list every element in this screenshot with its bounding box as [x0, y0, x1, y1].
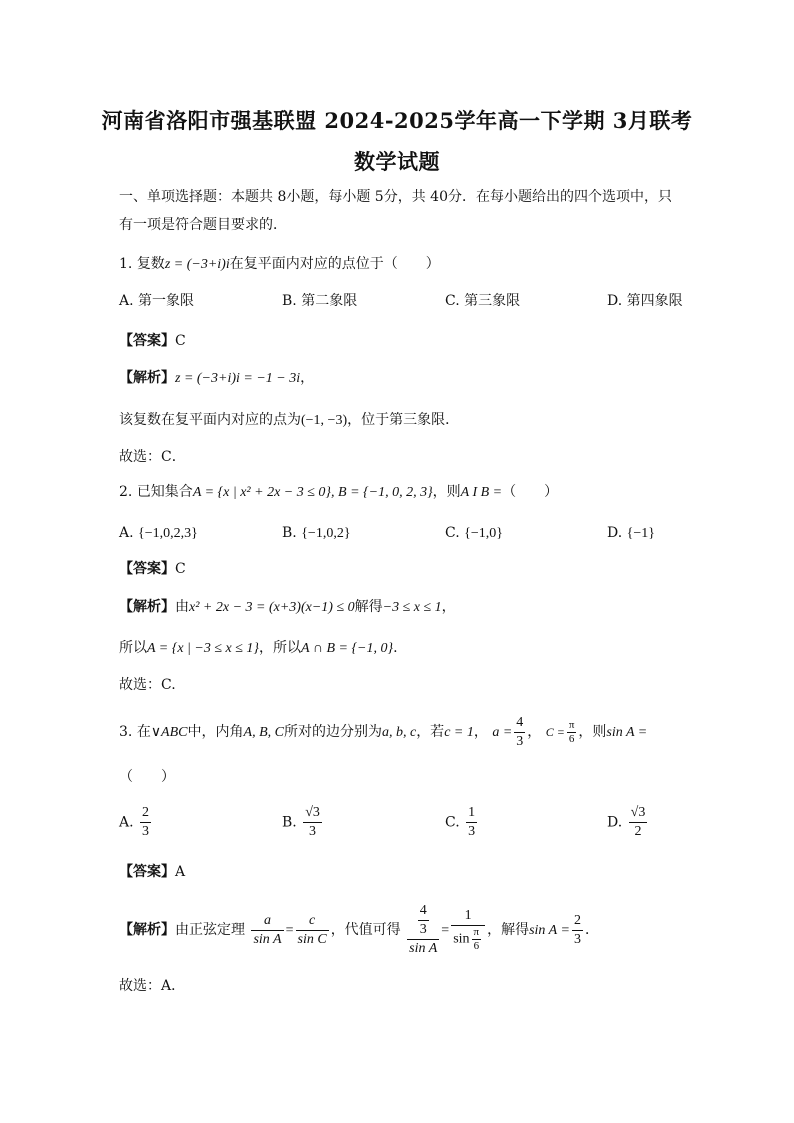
- question-1-option-d: D. 第四象限: [607, 293, 683, 309]
- question-1-option-a: A. 第一象限: [119, 293, 195, 309]
- question-1-analysis-line2: 该复数在复平面内对应的点为(−1, −3)，位于第三象限．: [119, 412, 460, 428]
- question-3-option-c: C. $\frac{1}{3}$: [445, 805, 476, 839]
- question-1-answer: 【答案】C: [119, 333, 186, 349]
- exam-title: 河南省洛阳市强基联盟 2024-2025学年高一下学期 3月联考: [101, 108, 693, 133]
- question-number: 3.: [119, 724, 133, 740]
- question-3-analysis: 【解析】由正弦定理 $\frac{a}{\text{sin A}}$ = $\frac{c}{\text{sin C}}$ ，代值可得 $\frac{\frac{4}{3}}{\text{sin A}}$ = 1 sin $\frac{\pi}{6}$ ，解得sin A = $\frac{2}{3}$ ．: [119, 903, 599, 956]
- question-3-conclusion: 故选：A．: [119, 978, 186, 994]
- question-3-option-a: A. $\frac{2}{3}$: [119, 805, 150, 839]
- question-2-option-d: D. {−1}: [607, 525, 655, 541]
- section-instructions-line2: 有一项是符合题目要求的．: [119, 217, 287, 233]
- question-3-answer: 【答案】A: [119, 864, 186, 880]
- question-2-option-a: A. {−1,0,2,3}: [119, 525, 198, 541]
- question-1-option-b: B. 第二象限: [282, 293, 358, 309]
- question-1-conclusion: 故选：C．: [119, 449, 186, 465]
- question-2-stem: 2. 已知集合A = {x | x² + 2x − 3 ≤ 0}, B = {−1, 0, 2, 3}，则A I B =（ ）: [119, 484, 559, 500]
- question-number: 2.: [119, 484, 133, 500]
- section-instructions-line1: 一、单项选择题：本题共 8小题，每小题 5分，共 40分．在每小题给出的四个选项中，只: [119, 189, 672, 205]
- question-2-conclusion: 故选：C.: [119, 677, 176, 693]
- question-3-stem: 3. 在∨ABC中，内角A, B, C所对的边分别为a, b, c，若c = 1， a = $\frac{4}{3}$ ， C = $\frac{\pi}{6}$ ，则sin A =: [119, 714, 648, 749]
- question-2-option-c: C. {−1,0}: [445, 525, 503, 541]
- question-2-answer: 【答案】C: [119, 561, 186, 577]
- exam-subtitle: 数学试题: [354, 149, 440, 174]
- question-3-option-d: D. $\frac{√3}{2}$: [607, 805, 646, 839]
- question-3-blank: （ ）: [119, 769, 175, 785]
- question-2-analysis-line2: 所以A = {x | −3 ≤ x ≤ 1}，所以A ∩ B = {−1, 0}.: [119, 640, 398, 656]
- question-number: 1.: [119, 256, 133, 272]
- question-2-option-b: B. {−1,0,2}: [282, 525, 351, 541]
- question-1-analysis: 【解析】z = (−3+i)i = −1 − 3i，: [119, 370, 315, 386]
- question-1-option-c: C. 第三象限: [445, 293, 521, 309]
- question-1-stem: 1. 复数z = (−3+i)i在复平面内对应的点位于（ ）: [119, 256, 440, 272]
- question-2-analysis: 【解析】由x² + 2x − 3 = (x+3)(x−1) ≤ 0解得−3 ≤ x ≤ 1，: [119, 599, 456, 615]
- question-3-option-b: B. $\frac{√3}{3}$: [282, 805, 320, 839]
